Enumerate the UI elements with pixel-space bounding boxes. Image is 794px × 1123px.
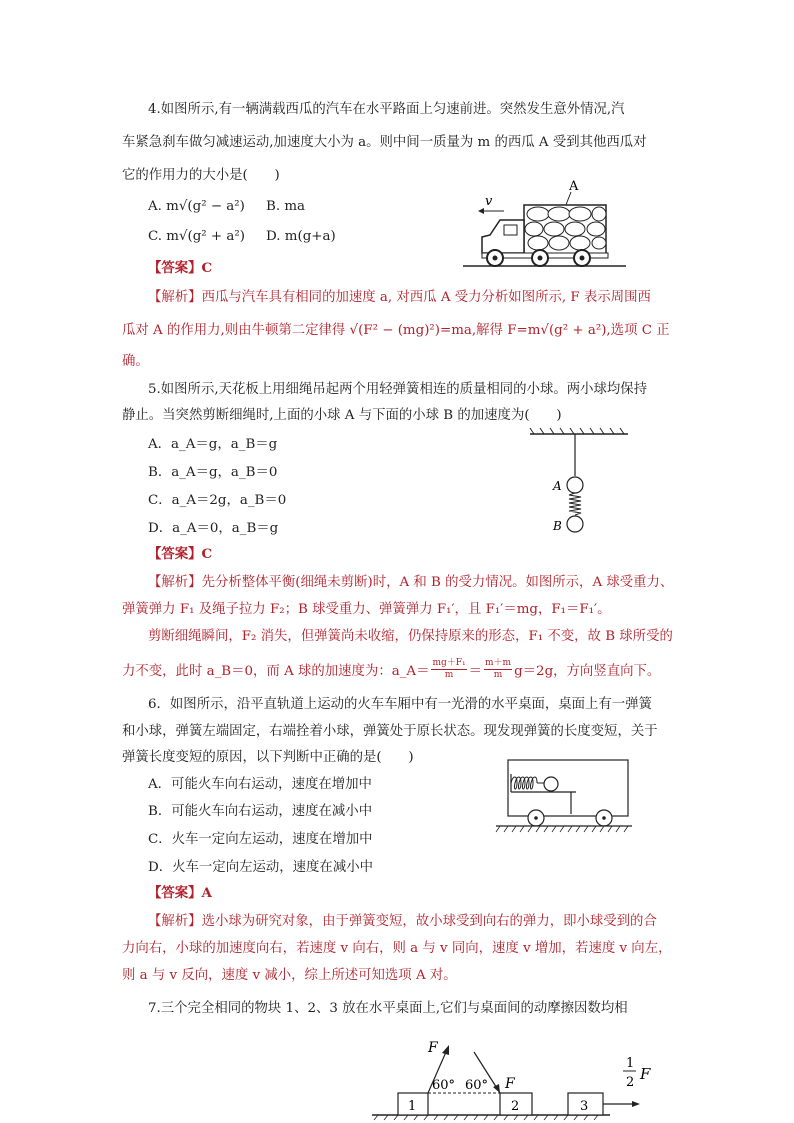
q4-answer: 【答案】C: [148, 260, 213, 276]
q5-spring-figure: [520, 424, 630, 539]
q6-explanation-tag: 【解析】: [148, 914, 202, 929]
q4-fig-label-v: v: [485, 194, 493, 209]
q4-explanation-line3: 确。: [122, 354, 149, 369]
q5-option-b: B．a_A＝g，a_B＝0: [148, 465, 278, 480]
q4-option-b: B. ma: [266, 199, 306, 214]
q5-answer: 【答案】C: [148, 546, 213, 562]
q5-stem-line1: 5.如图所示,天花板上用细绳吊起两个用轻弹簧相连的质量相同的小球。两小球均保持: [148, 382, 648, 397]
q7-fig-angle-2: 60°: [465, 1078, 489, 1093]
q4-stem-line3: 它的作用力的大小是( ): [122, 168, 280, 183]
q6-train-figure: [494, 758, 634, 833]
q7-fig-label-f3: F: [640, 1065, 651, 1083]
q6-explanation-line3: 则 a 与 v 反向，速度 v 减小，综上所述可知选项 A 对。: [122, 968, 457, 983]
q5-option-d: D．a_A＝0，a_B＝g: [148, 521, 279, 536]
q4-explanation-line2: 瓜对 A 的作用力,则由牛顿第二定律得 √(F² − (mg)²)=ma,解得 F=m√(g² + a²),选项 C 正: [122, 323, 670, 338]
q5-explanation-line3: 剪断细绳瞬间，F₂ 消失，但弹簧尚未收缩，仍保持原来的形态，F₁ 不变，故 B 球所受的: [148, 629, 673, 644]
q6-option-d: D．火车一定向左运动，速度在减小中: [148, 860, 373, 875]
q5-option-c: C．a_A＝2g，a_B＝0: [148, 493, 287, 508]
q6-stem-line2: 和小球，弹簧左端固定，右端拴着小球，弹簧处于原长状态。现发现弹簧的长度变短，关于: [122, 724, 658, 739]
q7-fig-label-f1: F: [428, 1040, 438, 1056]
q4-option-d: D. m(g+a): [266, 229, 336, 244]
q5-fig-label-b: B: [553, 519, 562, 533]
q7-fig-angle-1: 60°: [432, 1078, 456, 1093]
q4-stem-line1: 4.如图所示,有一辆满载西瓜的汽车在水平路面上匀速前进。突然发生意外情况,汽: [148, 102, 625, 117]
q4-truck-figure: [460, 180, 630, 270]
q5-fraction-2: m＋m m: [485, 658, 512, 680]
q6-option-b: B．可能火车向右运动，速度在减小中: [148, 804, 373, 819]
q4-option-c: C. m√(g² + a²): [148, 229, 245, 244]
q5-explanation-line1: 【解析】先分析整体平衡(细绳未剪断)时，A 和 B 的受力情况。如图所示，A 球受重力、: [148, 575, 674, 590]
q7-fig-half-num: 1: [626, 1056, 635, 1071]
q6-explanation-line2: 力向右，小球的加速度向右，若速度 v 向右，则 a 与 v 同向，速度 v 增加，若速度 v 向左，: [122, 941, 672, 956]
q6-answer: 【答案】A: [148, 885, 212, 901]
q4-option-a: A. m√(g² − a²): [148, 199, 245, 214]
q5-explanation-tag: 【解析】: [148, 575, 202, 590]
q6-explanation-line1: 【解析】选小球为研究对象，由于弹簧变短，故小球受到向右的弹力，即小球受到的合: [148, 914, 657, 929]
q7-block-1: 1: [408, 1099, 417, 1114]
q7-stem-line1: 7.三个完全相同的物块 1、2、3 放在水平桌面上,它们与桌面间的动摩擦因数均相: [148, 1001, 628, 1016]
q6-stem-line1: 6．如图所示，沿平直轨道上运动的火车车厢中有一光滑的水平桌面，桌面上有一弹簧: [148, 697, 652, 712]
q7-block-2: 2: [511, 1099, 520, 1114]
q5-option-a: A．a_A＝g，a_B＝g: [148, 437, 278, 452]
q5-fig-label-a: A: [553, 479, 562, 493]
q5-stem-line2: 静止。当突然剪断细绳时,上面的小球 A 与下面的小球 B 的加速度为( ): [122, 408, 562, 423]
q7-fig-label-f2: F: [505, 1076, 515, 1092]
q6-option-a: A．可能火车向右运动，速度在增加中: [148, 777, 372, 792]
q7-blocks-figure: [370, 1036, 670, 1121]
q5-explanation-line4: 力不变，此时 a_B＝0，而 A 球的加速度为：a_A＝ mg＋F₁ m ＝ m＋m m g＝2g，方向竖直向下。: [122, 658, 661, 680]
q7-fig-half-den: 2: [626, 1075, 635, 1090]
q6-stem-line3: 弹簧长度变短的原因，以下判断中正确的是( ): [122, 750, 414, 765]
q4-explanation-tag: 【解析】: [148, 290, 202, 305]
q4-explanation-line1: 【解析】西瓜与汽车具有相同的加速度 a, 对西瓜 A 受力分析如图所示, F 表示周围西: [148, 290, 651, 305]
q6-option-c: C．火车一定向左运动，速度在增加中: [148, 832, 373, 847]
q4-fig-label-a: A: [569, 179, 579, 194]
q5-fraction-1: mg＋F₁ m: [432, 658, 466, 680]
q4-stem-line2: 车紧急刹车做匀减速运动,加速度大小为 a。则中间一质量为 m 的西瓜 A 受到其他西瓜对: [122, 135, 647, 150]
q5-explanation-line2: 弹簧弹力 F₁ 及绳子拉力 F₂；B 球受重力、弹簧弹力 F₁′，且 F₁′＝mg，F₁＝F₁′。: [122, 602, 611, 617]
q7-block-3: 3: [580, 1099, 589, 1114]
